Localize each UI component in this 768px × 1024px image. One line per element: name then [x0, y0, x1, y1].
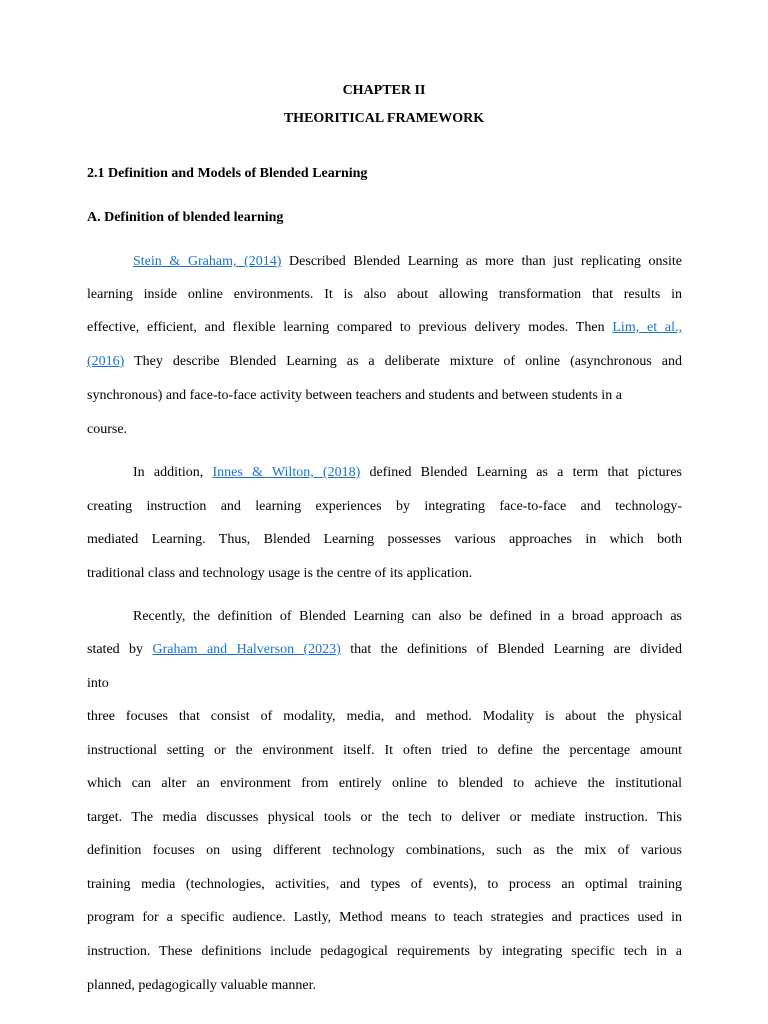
section-heading: 2.1 Definition and Models of Blended Learning: [87, 166, 368, 181]
chapter-title: THEORITICAL FRAMEWORK: [283, 111, 485, 126]
paragraph-line: [87, 641, 682, 659]
citation-link-lim-year[interactable]: (2016): [87, 354, 125, 369]
paragraph-line: definition focuses on using different technology combinations, such as the mix of various: [87, 843, 682, 858]
citation-link-innes-wilton[interactable]: Innes & Wilton, (2018): [212, 465, 361, 480]
line-text: that the definitions of Blended Learning are divided: [340, 642, 683, 657]
paragraph-line: planned, pedagogically valuable manner.: [87, 978, 316, 993]
paragraph-line: program for a specific audience. Lastly, Method means to teach strategies and practices used in: [87, 910, 682, 925]
paragraph-line: [133, 253, 682, 271]
paragraph-line: three focuses that consist of modality, media, and method. Modality is about the physical: [87, 709, 682, 724]
paragraph-line: learning inside online environments. It is also about allowing transformation that results in: [87, 287, 682, 302]
line-text: defined Blended Learning as a term that pictures: [360, 465, 682, 480]
line-text: They describe Blended Learning as a deliberate mixture of online (asynchronous and: [124, 354, 682, 369]
line-text: In addition,: [133, 465, 213, 480]
line-text: effective, efficient, and flexible learning compared to previous delivery modes. Then: [87, 320, 613, 335]
citation-link-stein-graham[interactable]: Stein & Graham, (2014): [133, 254, 282, 269]
paragraph-line: [87, 353, 682, 371]
paragraph-line: traditional class and technology usage is the centre of its application.: [87, 566, 473, 581]
line-text: stated by: [87, 642, 153, 657]
paragraph-line: into: [87, 676, 109, 691]
paragraph-line: target. The media discusses physical tools or the tech to deliver or mediate instruction. This: [87, 810, 682, 825]
line-text: Described Blended Learning as more than just replicating onsite: [281, 254, 682, 269]
citation-link-graham-halverson[interactable]: Graham and Halverson (2023): [152, 642, 341, 657]
paragraph-line: training media (technologies, activities, and types of events), to process an optimal training: [87, 877, 682, 892]
paragraph-line: synchronous) and face-to-face activity between teachers and students and between students in a: [87, 388, 622, 403]
paragraph-line: Recently, the definition of Blended Learning can also be defined in a broad approach as: [133, 609, 682, 624]
paragraph-line: instructional setting or the environment itself. It often tried to define the percentage amount: [87, 743, 682, 758]
paragraph-line: instruction. These definitions include pedagogical requirements by integrating specific tech in a: [87, 944, 682, 959]
paragraph-line: which can alter an environment from entirely online to blended to achieve the institutional: [87, 776, 682, 791]
paragraph-line: [87, 319, 682, 337]
paragraph-line: course.: [87, 422, 128, 437]
paragraph-line: creating instruction and learning experiences by integrating face-to-face and technology-: [87, 499, 682, 514]
paragraph-line: mediated Learning. Thus, Blended Learning possesses various approaches in which both: [87, 532, 682, 547]
chapter-label: CHAPTER II: [342, 83, 426, 98]
paragraph-line: [133, 464, 682, 482]
subsection-heading: A. Definition of blended learning: [87, 210, 284, 225]
citation-link-lim[interactable]: Lim, et al.,: [612, 320, 682, 335]
